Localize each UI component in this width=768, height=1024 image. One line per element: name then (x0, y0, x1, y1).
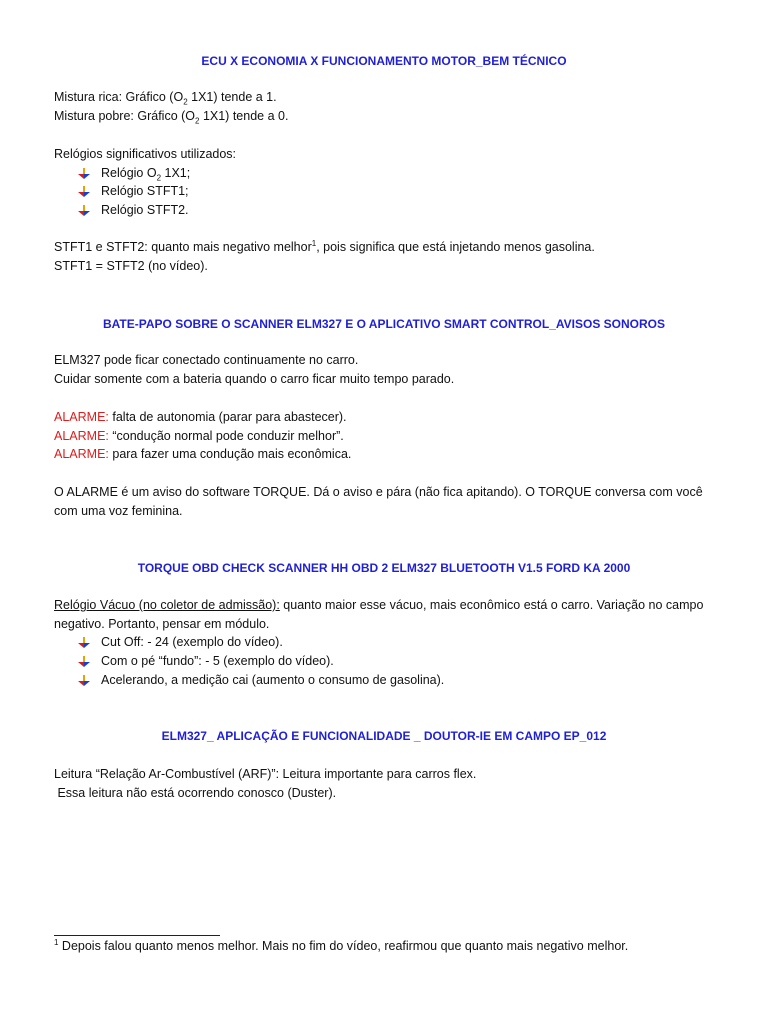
vacuum-label: Relógio Vácuo (no coletor de admissão): (54, 598, 280, 612)
mixture-paragraph (54, 88, 718, 125)
footnote-separator (54, 935, 220, 936)
stft-paragraph (54, 238, 718, 275)
list-item: Relógio $O_2$ 1X1; (54, 164, 718, 183)
section-heading-elm327-app: ELM327_ APLICAÇÃO E FUNCIONALIDADE _ DOUTOR-IE EM CAMPO EP_012 (161, 729, 607, 743)
alarm-line: ALARME: para fazer uma condução mais econômica. (54, 447, 352, 462)
section-heading-elm327-chat: BATE-PAPO SOBRE O SCANNER ELM327 E O APLICATIVO SMART CONTROL_AVISOS SONOROS (102, 317, 666, 331)
list-item: Relógio STFT2. (54, 201, 718, 220)
list-item: Cut Off: - 24 (exemplo do vídeo). (54, 633, 718, 652)
footnote-reference[interactable]: 1 (311, 238, 317, 248)
stft-equal-line: STFT1 = STFT2 (no vídeo). (54, 258, 208, 273)
list-item: Acelerando, a medição cai (aumento o consumo de gasolina). (54, 671, 718, 690)
stft-line: STFT1 e STFT2: quanto mais negativo melhor$^1$, pois significa que está injetando menos gasolina. (54, 238, 595, 254)
section-heading-ecu: ECU X ECONOMIA X FUNCIONAMENTO MOTOR_BEM TÉCNICO (201, 54, 567, 68)
footnote: $^1$ Depois falou quanto menos melhor. Mais no fim do vídeo, reafirmou que quanto mais negativo melhor. (54, 937, 629, 953)
rich-mixture-line: Mistura rica: Gráfico ($O_2$ 1X1) tende a 1. (54, 90, 277, 107)
arf-line-1: Leitura “Relação Ar-Combustível (ARF)”: Leitura importante para carros flex. (54, 767, 477, 781)
gauges-list (54, 164, 718, 220)
elm327-paragraph (54, 351, 718, 388)
alarm-label: ALARME: (54, 428, 109, 443)
section-heading-torque-obd: TORQUE OBD CHECK SCANNER HH OBD 2 ELM327 BLUETOOTH V1.5 FORD KA 2000 (137, 561, 631, 575)
colored-arrow-bullet-icon (78, 168, 90, 179)
poor-mixture-line: Mistura pobre: Gráfico ($O_2$ 1X1) tende a 0. (54, 108, 289, 126)
list-item: Relógio STFT1; (54, 182, 718, 201)
colored-arrow-bullet-icon (78, 205, 90, 216)
gauges-block (54, 145, 718, 220)
vacuum-list (54, 633, 718, 689)
colored-arrow-bullet-icon (78, 675, 90, 686)
alarm-line: ALARME: falta de autonomia (parar para abastecer). (54, 410, 347, 424)
torque-alarm-paragraph: O ALARME é um aviso do software TORQUE. Dá o aviso e pára (não fica apitando). O TORQUE conversa com você com uma voz feminina. (54, 485, 703, 518)
alarm-label: ALARME: (54, 410, 109, 424)
list-item: Com o pé “fundo”: - 5 (exemplo do vídeo). (54, 652, 718, 671)
arf-paragraph (54, 765, 718, 802)
arf-line-2: Essa leitura não está ocorrendo conosco (Duster). (54, 785, 337, 800)
vacuum-block (54, 596, 718, 690)
colored-arrow-bullet-icon (78, 656, 90, 667)
gauges-intro: Relógios significativos utilizados: (54, 147, 237, 161)
colored-arrow-bullet-icon (78, 186, 90, 197)
alarm-label: ALARME: (54, 447, 109, 462)
colored-arrow-bullet-icon (78, 637, 90, 648)
alarms-block (54, 408, 718, 464)
footnote-marker: 1 (54, 937, 59, 947)
elm327-line-2: Cuidar somente com a bateria quando o carro ficar muito tempo parado. (54, 371, 455, 386)
elm327-line-1: ELM327 pode ficar conectado continuamente no carro. (54, 353, 359, 367)
alarm-line: ALARME: “condução normal pode conduzir melhor”. (54, 428, 344, 443)
vacuum-paragraph: Relógio Vácuo (no coletor de admissão): quanto maior esse vácuo, mais econômico está o carro. Variação no campo negativo. Portanto, pensar em módulo. (54, 598, 704, 631)
